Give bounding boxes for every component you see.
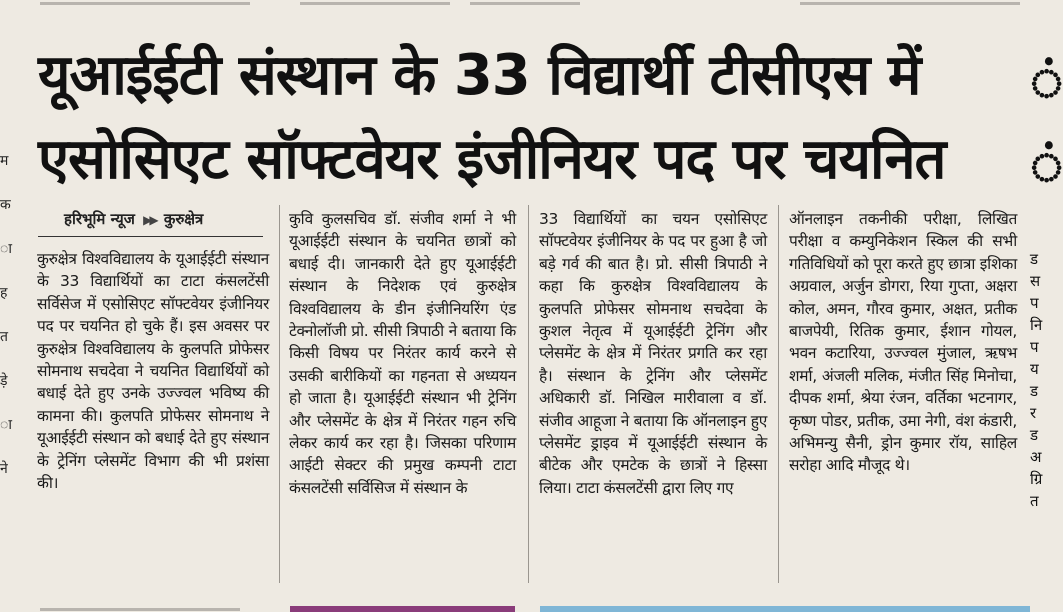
edge-fragment: त [0,329,8,345]
edge-fragment: ड [1030,250,1039,268]
column-divider [778,205,779,583]
byline-rule [38,236,263,237]
byline [64,209,203,229]
headline-line-1: यूआईईटी संस्थान के 33 विद्यार्थी टीसीएस में [38,43,921,108]
bottom-bar-purple [290,606,515,612]
top-strip [40,0,1030,8]
byline-place: कुरुक्षेत्र [163,210,204,228]
edge-fragment: ह [0,285,8,301]
edge-fragment: त [1030,492,1039,510]
edge-fragment: ं [1030,49,1063,114]
article-column-4: ऑनलाइन तकनीकी परीक्षा, लिखित परीक्षा व कम्युनिकेशन स्किल की सभी गतिविधियों को पूरा करते हुए छात्रा इशिका अग्रवाल, अर्जुन डोगरा, रिया गुप्ता, अक्षरा कोल, अमन, गौरव कुमार, अक्षत, प्रतीक बाजपेयी, रितिक कुमार, ईशान गोयल, भवन कटारिया, उज्ज्वल मुंजाल, ऋषभ शर्मा, अंजली मलिक, मंजीत सिंह मिनोचा, दीपक शर्मा, श्रेया रंजन, वर्तिका भटनागर, कृष्ण पोडर, प्रतीक, उमा नेगी, वंश कंडारी, अभिमन्यु सैनी, ड्रोन कुमार रॉय, साहिल सरोहा आदि मौजूद थे। [789,210,1017,475]
bottom-bar-blue [540,606,1030,612]
edge-fragment: ड [1030,382,1039,400]
edge-fragment: प [1030,294,1039,312]
edge-fragment: य [1030,360,1039,378]
left-edge-fragments [0,150,22,502]
edge-fragment: म [0,153,9,169]
edge-fragment: ड़े [0,373,8,389]
edge-fragment: ड [1030,426,1039,444]
edge-fragment: ा [0,417,12,433]
edge-fragment: अ [1030,448,1042,466]
right-edge-fragments [1030,40,1063,512]
edge-fragment: प [1030,338,1039,356]
edge-fragment: क [0,197,11,213]
edge-fragment: नि [1030,316,1043,334]
edge-fragment: ं [1030,133,1063,198]
edge-fragment: ग्रि [1030,470,1043,488]
column-divider [528,205,529,583]
edge-fragment: ा [0,241,12,257]
edge-fragment: र [1030,404,1037,422]
article-column-2: कुवि कुलसचिव डॉ. संजीव शर्मा ने भी यूआईईटी संस्थान के चयनित छात्रों को बधाई दी। जानकारी देते हुए यूआईईटी संस्थान के निदेशक एवं कुरुक्षेत्र विश्वविद्यालय के डीन इंजीनियरिंग एंड टेक्नोलॉजी प्रो. सीसी त्रिपाठी ने बताया कि किसी विषय पर निरंतर कार्य करने से उसकी बारीकियों का गहनता से अध्ययन हो जाता है। यूआईईटी संस्थान भी ट्रेनिंग और प्लेसमेंट के क्षेत्र में निरंतर गहन रुचि लेकर कार्य कर रहा है। जिसका परिणाम आईटी सेक्टर की प्रमुख कम्पनी टाटा कंसलटेंसी सर्विसिज में संस्थान के [289,210,516,497]
byline-source: हरिभूमि न्यूज [64,210,135,228]
bottom-bars [0,600,1048,612]
headline [38,34,1023,202]
headline-line-2: एसोसिएट सॉफ्टवेयर इंजीनियर पद पर चयनित [38,127,946,192]
byline-separator-icon: ▶▶ [143,213,156,227]
article-column-1: कुरुक्षेत्र विश्वविद्यालय के यूआईईटी संस्थान के 33 विद्यार्थियों का टाटा कंसलटेंसी सर्विसेज में एसोसिएट सॉफ्टवेयर इंजीनियर पद पर चयनित हो चुके हैं। इस अवसर पर कुरुक्षेत्र विश्वविद्यालय के कुलपति प्रोफेसर सोमनाथ सचदेवा ने चयनित विद्यार्थियों को बधाई देते हुए उनके उज्ज्वल भविष्य की कामना की। कुलपति प्रोफेसर सोमनाथ ने यूआईईटी संस्थान को बधाई देते हुए संस्थान के ट्रेनिंग प्लेसमेंट विभाग की भी प्रशंसा की। [37,250,269,493]
edge-fragment: स [1030,272,1041,290]
edge-fragment: ने [0,461,8,477]
column-divider [279,205,280,583]
article-column-3: 33 विद्यार्थियों का चयन एसोसिएट सॉफ्टवेयर इंजीनियर के पद पर हुआ है जो बड़े गर्व की बात है। प्रो. सीसी त्रिपाठी ने कहा कि कुरुक्षेत्र विश्वविद्यालय के कुलपति प्रोफेसर सोमनाथ सचदेवा के कुशल नेतृत्व में यूआईईटी ट्रेनिंग और प्लेसमेंट के क्षेत्र में निरंतर प्रगति कर रहा है। संस्थान के ट्रेनिंग और प्लेसमेंट अधिकारी डॉ. निखिल मारीवाला व डॉ. संजीव आहूजा ने बताया कि ऑनलाइन हुए प्लेसमेंट ड्राइव में यूआईईटी संस्थान के बीटेक और एमटेक के छात्रों ने हिस्सा लिया। टाटा कंसलटेंसी द्वारा लिए गए [539,210,767,497]
